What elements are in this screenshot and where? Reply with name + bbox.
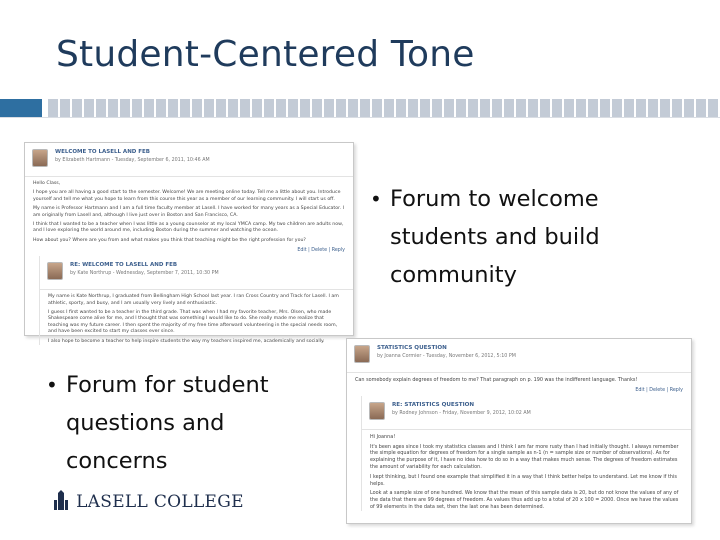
bullet-line: community xyxy=(390,262,517,288)
avatar xyxy=(354,345,370,363)
reply-body xyxy=(362,430,691,511)
questions-forum-screenshot xyxy=(346,338,692,524)
avatar xyxy=(369,402,385,420)
divider-line xyxy=(0,117,720,118)
reply-header xyxy=(362,396,691,430)
forum-post-header xyxy=(25,143,353,177)
post-byline: by Joanna Cormier - Tuesday, November 6, 2012, 5:10 PM xyxy=(377,354,516,359)
bullet-line: concerns xyxy=(66,448,168,474)
logo-tower-icon xyxy=(52,490,70,510)
bullet-questions xyxy=(46,366,269,480)
slide-title: Student-Centered Tone xyxy=(56,34,475,75)
forum-post-header xyxy=(347,339,691,373)
reply-paragraph: Hi Joanna! xyxy=(370,433,396,440)
bullet-welcome xyxy=(370,180,600,294)
post-paragraph: I hope you are all having a good start to the semester. Welcome! We are meeting online today. Tell me a little about you. Introduce yourself and tell me what you hope to learn from this course this year as a member of our learning community. I will start us off. xyxy=(33,190,341,202)
reply-subject: RE: WELCOME TO LASELL AND FEB xyxy=(70,262,178,269)
post-paragraph: How about you? Where are you from and what makes you think that teaching might be the right profession for you? xyxy=(33,237,306,243)
reply-paragraph: It's been ages since I took my statistics classes and I think I am far more rusty than I had initially thought. I always remember the simple equation for degrees of freedom for a single sample as n-1 (n = sample size or number of observations). As for explaining the purpose of it, I have no idea how to do so in a way that makes much sense. The degrees of freedom estimates the amount of variability for each calculation. xyxy=(370,443,679,470)
bullet-line: students and build xyxy=(390,224,600,250)
bullet-line: Forum for student xyxy=(66,372,269,398)
bullet-dot: • xyxy=(46,373,58,397)
post-paragraph: I think that I wanted to be a teacher when I was little as a young counselor at my local YMCA camp. My two children are adults now, and I love exploring the world around me, including Boston during the summer and watching the ocean. xyxy=(33,222,344,234)
bullet-line: questions and xyxy=(66,410,225,436)
bullet-dot: • xyxy=(370,187,382,211)
post-subject: WELCOME TO LASELL AND FEB xyxy=(55,149,150,155)
logo-word-lasell: LASELL xyxy=(76,492,149,512)
lasell-college-logo xyxy=(52,490,244,512)
post-subject: STATISTICS QUESTION xyxy=(377,345,447,351)
reply-paragraph: Look at a sample size of one hundred. We know that the mean of this sample data is 20, but do not know the values of any of the data that there are 99 degrees of freedom. As values thus add up to a total of 20 x 100 = 2000. Once we have the values of 99 elements in the data set, then the last one has been determined. xyxy=(370,490,679,510)
post-action-links[interactable]: Edit | Delete | Reply xyxy=(635,387,683,393)
reply-post xyxy=(361,396,691,511)
reply-byline: by Kate Northrup - Wednesday, September 7, 2011, 10:30 PM xyxy=(70,271,219,277)
reply-paragraph: My name is Kate Northrup, I graduated from Bellingham High School last year. I ran Cross Country and Track for Lasell. I am athletic, sporty, and busy, and I am usually very lively and enthusiastic. xyxy=(48,294,339,306)
post-paragraph: Hello Class, xyxy=(33,181,61,186)
post-paragraph: Can somebody explain degrees of freedom to me? That paragraph on p. 190 was the indifferent language. Thanks! xyxy=(355,377,638,383)
post-byline: by Elizabeth Hartmann - Tuesday, September 6, 2011, 10:46 AM xyxy=(55,158,210,163)
reply-paragraph: I guess I first wanted to be a teacher in the third grade. That was when I had my favorite teacher, Mrs. Olsen, who made Shakespeare come alive for me, and I thought that was something I would like to do. She really made me realize that teaching was my future career. I then spent the majority of my free time afterward volunteering in the special needs room, and have been excited to start my classes ever since. xyxy=(48,310,338,335)
post-body xyxy=(25,177,353,244)
reply-body xyxy=(40,290,353,345)
post-action-links[interactable]: Edit | Delete | Reply xyxy=(297,248,345,254)
accent-square xyxy=(0,99,42,117)
avatar xyxy=(47,262,63,280)
bullet-line: Forum to welcome xyxy=(390,186,599,212)
post-body xyxy=(347,373,691,384)
decorative-band xyxy=(48,99,720,117)
reply-byline: by Rodney Johnson - Friday, November 9, 2012, 10:02 AM xyxy=(392,410,531,416)
avatar xyxy=(32,149,48,167)
reply-paragraph: I also hope to become a teacher to help inspire students the way my teachers inspired me, academically and socially. xyxy=(48,338,325,344)
reply-post xyxy=(39,256,353,345)
reply-paragraph: I kept thinking, but I found one example that simplified it in a way that I think better helps to understand. Let me know if this helps. xyxy=(370,473,677,487)
reply-subject: RE: STATISTICS QUESTION xyxy=(392,401,475,408)
reply-header xyxy=(40,256,353,290)
post-paragraph: My name is Professor Hartmann and I am a full time faculty member at Lasell. I have worked for many years as a Special Educator. I am originally from Lasell and, although I live just over in Boston and San Francisco, CA. xyxy=(33,206,344,218)
welcome-forum-screenshot xyxy=(24,142,354,344)
logo-word-college: COLLEGE xyxy=(153,492,244,512)
logo-wordmark xyxy=(76,492,244,512)
